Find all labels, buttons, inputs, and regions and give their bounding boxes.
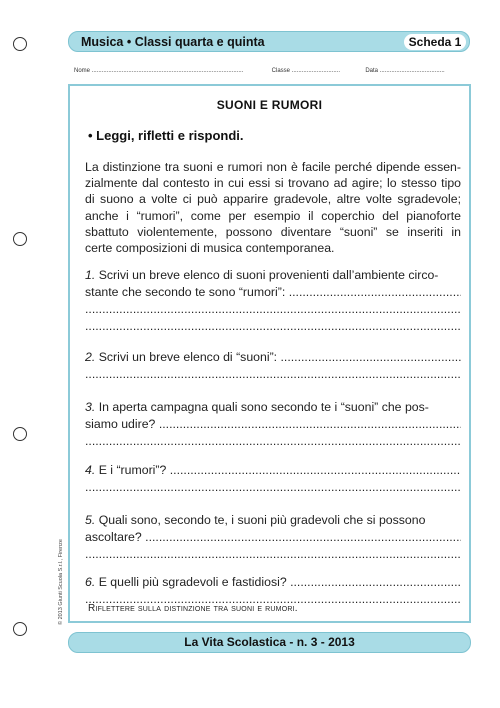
binder-hole-upper-middle [13,232,27,246]
header-title: Musica • Classi quarta e quinta [81,35,265,49]
answer-line[interactable]: ascoltare? ..... [85,529,461,546]
binder-hole-bottom [13,622,27,636]
answer-line[interactable] [85,433,461,450]
paragraph-line: certe composizioni di musica contemporanea. [85,241,335,256]
answer-line[interactable] [85,546,461,563]
answer-line[interactable] [85,301,461,318]
question-text[interactable]: 2. Scrivi un breve elenco di “suoni”: ..... [85,349,461,366]
answer-line[interactable] [85,366,461,383]
instruction: • Leggi, rifletti e rispondi. [88,128,244,143]
footer-bar: La Vita Scolastica - n. 3 - 2013 [68,632,471,653]
header-bar [68,31,470,52]
question-2 [85,349,461,383]
class-field[interactable]: Classe ............................. [271,68,341,74]
paragraph-line: zialmente dal contesto in cui essi si trovano ad agire; lo stesso tipo [85,176,461,191]
paragraph-line: anche i “rumori”, come per esempio il coperchio del pianoforte [85,208,461,223]
answer-line[interactable]: stante che secondo te sono “rumori”: ..... [85,284,461,301]
paragraph-line: La distinzione tra suoni e rumori non è facile perché dipende essen- [85,160,461,174]
paragraph-line: sbattuto violentemente, possono diventare “suoni” se inseriti in [85,224,461,239]
question-3 [85,399,461,450]
copyright-note: © 2013 Giunti Scuola S.r.l., Firenze [58,539,64,625]
binder-hole-lower-middle [13,427,27,441]
question-5 [85,512,461,563]
question-text: 1. Scrivi un breve elenco di suoni provenienti dall’ambiente circo- [85,268,439,282]
intro-paragraph [85,159,461,256]
question-text[interactable]: 6. E quelli più sgradevoli e fastidiosi? ..... [85,574,461,591]
name-field[interactable]: Nome ........................................................................................... [74,68,244,74]
question-text[interactable]: 4. E i “rumori”? ..... [85,462,461,479]
question-text: 5. Quali sono, secondo te, i suoni più gradevoli che si possono [85,513,426,527]
paragraph-line: di suono a volte ci può apparire gradevole, altre volte sgradevole; [85,192,461,207]
question-text: 3. In aperta campagna quali sono secondo te i “suoni” che pos- [85,400,429,414]
question-4 [85,462,461,496]
answer-line[interactable] [85,479,461,496]
student-info-row [74,68,470,74]
worksheet-title: SUONI E RUMORI [216,98,323,112]
worksheet-frame [68,84,471,623]
sheet-badge: Scheda 1 [404,34,466,50]
date-field[interactable]: Data ....................................... [365,68,445,74]
question-1 [85,267,461,335]
footer-note: Riflettere sulla distinzione tra suoni e rumori. [88,603,298,614]
binder-hole-top [13,37,27,51]
answer-line[interactable]: siamo udire? ..... [85,416,461,433]
answer-line[interactable] [85,318,461,335]
